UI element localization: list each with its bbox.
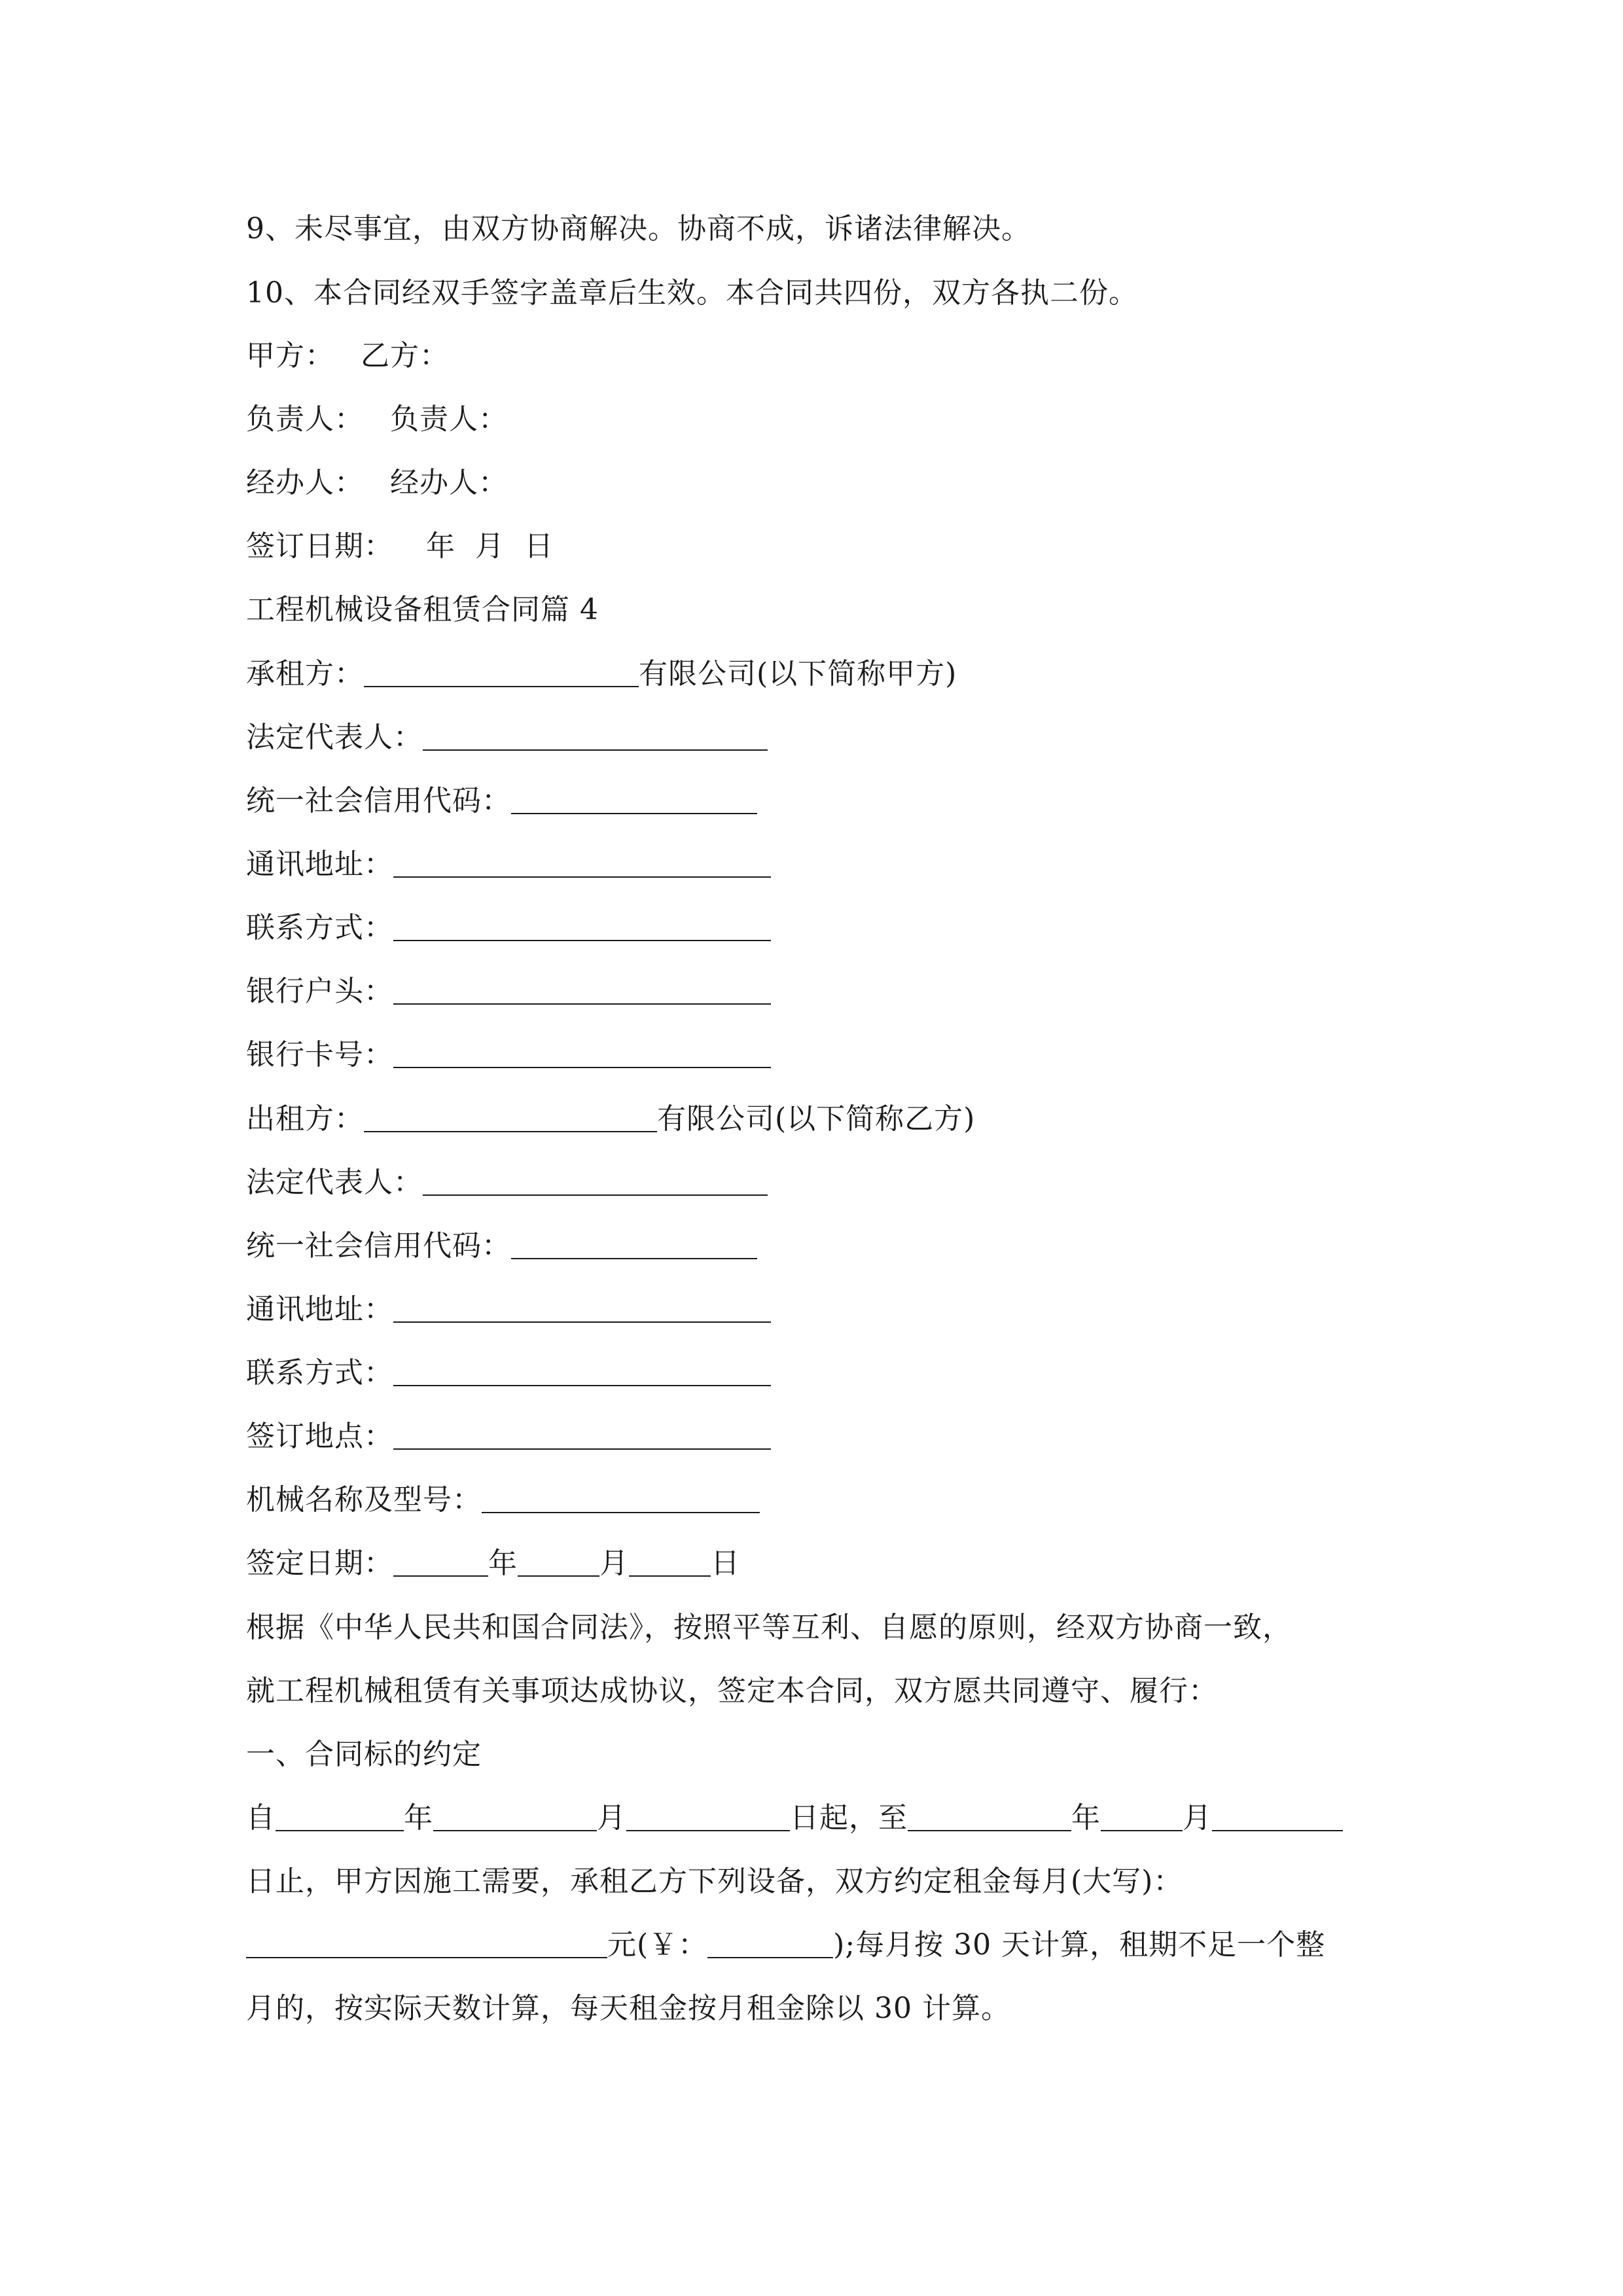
- lessee-bank-name-label: 银行户头：: [246, 975, 393, 1008]
- term-day-from-label: 日起，至: [790, 1801, 908, 1835]
- term-to-year-blank[interactable]: [908, 1801, 1071, 1831]
- lessee-contact-blank[interactable]: [393, 911, 771, 941]
- lessor-row: [246, 1101, 975, 1138]
- lessee-suffix: 有限公司(以下简称甲方): [639, 657, 957, 691]
- lessor-contact-row: [246, 1355, 771, 1391]
- handler-b-label: 经办人：: [390, 466, 508, 499]
- lessee-legal-rep-blank[interactable]: [423, 721, 768, 751]
- term-from-label: 自: [246, 1801, 276, 1835]
- lessee-name-blank[interactable]: [364, 657, 639, 687]
- lessee-bank-card-label: 银行卡号：: [246, 1038, 393, 1071]
- month-label: 月: [475, 529, 505, 563]
- party-b-label: 乙方：: [361, 339, 449, 372]
- lessee-address-row: [246, 846, 771, 883]
- sign-date-label: 签订日期：: [246, 529, 393, 563]
- sign-place-row: [246, 1418, 771, 1455]
- party-a-label: 甲方：: [246, 339, 334, 372]
- lessee-address-blank[interactable]: [393, 848, 771, 878]
- term-year2-label: 年: [1071, 1801, 1101, 1835]
- lessor-contact-label: 联系方式：: [246, 1356, 393, 1390]
- rent-yuan-label: 元(￥：: [607, 1928, 708, 1962]
- sign-day-label: 日: [711, 1547, 740, 1580]
- term-month-label: 月: [597, 1801, 626, 1835]
- lessor-credit-code-blank[interactable]: [511, 1229, 757, 1259]
- article1-line4: 月的，按实际天数计算，每天租金按月租金除以 30 计算。: [246, 1992, 1010, 2025]
- clause-10: 10、本合同经双手签字盖章后生效。本合同共四份，双方各执二份。: [246, 276, 1138, 310]
- sign-date-row: [246, 528, 554, 565]
- term-row: [246, 1800, 1343, 1837]
- year-label: 年: [426, 529, 455, 563]
- lessor-address-blank[interactable]: [393, 1293, 771, 1323]
- machine-name-row: [246, 1482, 760, 1518]
- leader-a-label: 负责人：: [246, 403, 364, 436]
- term-from-day-blank[interactable]: [626, 1801, 790, 1831]
- sign-year-blank[interactable]: [393, 1547, 488, 1577]
- term-to-month-blank[interactable]: [1101, 1801, 1183, 1831]
- leader-row: [246, 401, 508, 438]
- lessee-bank-name-blank[interactable]: [393, 975, 771, 1005]
- section-title: 工程机械设备租赁合同篇 4: [246, 593, 599, 626]
- lessee-bank-card-row: [246, 1037, 771, 1073]
- sign-year-label: 年: [488, 1547, 518, 1580]
- lessor-legal-rep-label: 法定代表人：: [246, 1166, 423, 1199]
- clause-9: 9、未尽事宜，由双方协商解决。协商不成，诉诸法律解决。: [246, 212, 1031, 245]
- lessee-credit-code-label: 统一社会信用代码：: [246, 784, 511, 817]
- leader-b-label: 负责人：: [390, 403, 508, 436]
- lessee-legal-rep-row: [246, 719, 768, 756]
- lessor-legal-rep-row: [246, 1164, 768, 1201]
- lessor-credit-code-label: 统一社会信用代码：: [246, 1229, 511, 1263]
- rent-amount-number-blank[interactable]: [707, 1928, 833, 1958]
- term-to-day-blank[interactable]: [1212, 1801, 1343, 1831]
- lessee-legal-rep-label: 法定代表人：: [246, 721, 423, 754]
- lessor-name-blank[interactable]: [364, 1102, 657, 1132]
- article1-title: 一、合同标的约定: [246, 1738, 482, 1771]
- lessee-credit-code-blank[interactable]: [511, 784, 757, 814]
- lessee-bank-card-blank[interactable]: [393, 1038, 771, 1068]
- sign-date-blank-row: [246, 1545, 740, 1582]
- sign-month-blank[interactable]: [518, 1547, 599, 1577]
- machine-name-label: 机械名称及型号：: [246, 1483, 482, 1516]
- lessor-address-row: [246, 1291, 771, 1328]
- lessor-label: 出租方：: [246, 1102, 364, 1136]
- handler-a-label: 经办人：: [246, 466, 364, 499]
- day-label: 日: [524, 529, 554, 563]
- sign-day-blank[interactable]: [629, 1547, 711, 1577]
- article1-line2: 日止，甲方因施工需要，承租乙方下列设备，双方约定租金每月(大写)：: [246, 1865, 1183, 1898]
- lessor-contact-blank[interactable]: [393, 1356, 771, 1386]
- lessor-legal-rep-blank[interactable]: [423, 1166, 768, 1196]
- sign-month-label: 月: [599, 1547, 629, 1580]
- lessee-label: 承租方：: [246, 657, 364, 691]
- lessee-contact-row: [246, 910, 771, 946]
- lessor-address-label: 通讯地址：: [246, 1293, 393, 1326]
- sign-place-label: 签订地点：: [246, 1420, 393, 1453]
- term-from-month-blank[interactable]: [433, 1801, 597, 1831]
- term-year-label: 年: [404, 1801, 433, 1835]
- lessee-bank-name-row: [246, 973, 771, 1010]
- sign-date2-label: 签定日期：: [246, 1547, 393, 1580]
- lessee-credit-code-row: [246, 783, 757, 819]
- rent-line-tail: );每月按 30 天计算，租期不足一个整: [833, 1928, 1326, 1962]
- preamble-line1: 根据《中华人民共和国合同法》，按照平等互利、自愿的原则，经双方协商一致，: [246, 1611, 1292, 1644]
- lessor-credit-code-row: [246, 1228, 757, 1265]
- lessee-contact-label: 联系方式：: [246, 911, 393, 944]
- lessor-suffix: 有限公司(以下简称乙方): [657, 1102, 976, 1136]
- sign-place-blank[interactable]: [393, 1420, 771, 1450]
- preamble-line2: 就工程机械租赁有关事项达成协议，签定本合同，双方愿共同遵守、履行：: [246, 1674, 1218, 1708]
- term-month2-label: 月: [1183, 1801, 1212, 1835]
- lessee-address-label: 通讯地址：: [246, 848, 393, 881]
- term-from-year-blank[interactable]: [276, 1801, 404, 1831]
- party-row: [246, 338, 449, 374]
- rent-row: [246, 1927, 1325, 1964]
- handler-row: [246, 465, 508, 501]
- machine-name-blank[interactable]: [482, 1483, 760, 1513]
- lessee-row: [246, 656, 957, 692]
- rent-amount-words-blank[interactable]: [246, 1928, 607, 1958]
